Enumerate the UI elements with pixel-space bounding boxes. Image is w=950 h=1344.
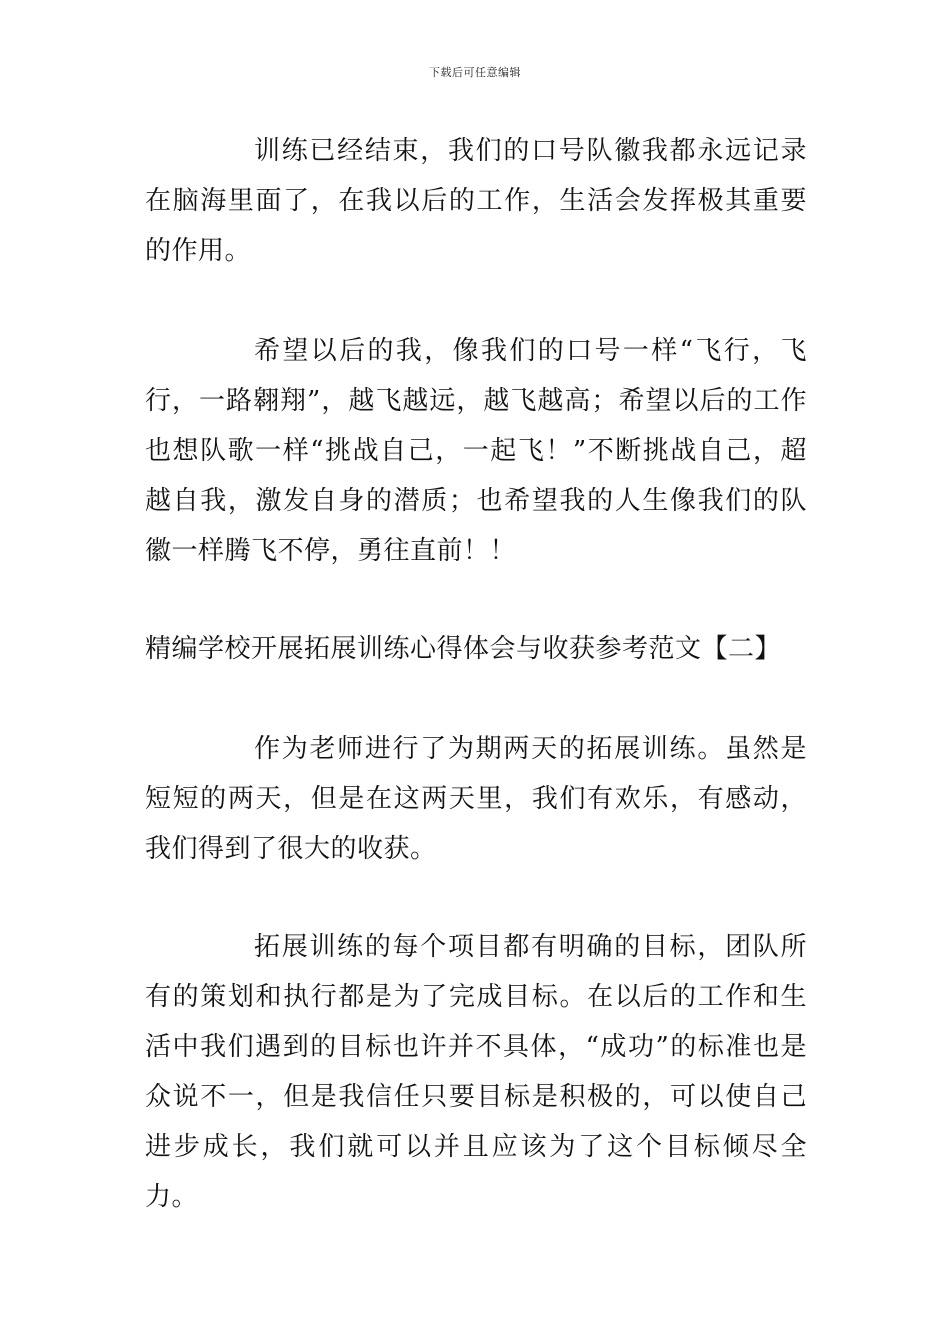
- header-note: 下载后可任意编辑: [429, 66, 521, 79]
- paragraph-project-goals: 拓展训练的每个项目都有明确的目标，团队所有的策划和执行都是为了完成目标。在以后的工作和生活中我们遇到的目标也许并不具体，“成功”的标准也是众说不一，但是我信任只要目标是积极的，可以使自己进步成长，我们就可以并且应该为了这个目标倾尽全力。: [145, 932, 807, 1212]
- paragraph-teacher-training: 作为老师进行了为期两天的拓展训练。虽然是短短的两天，但是在这两天里，我们有欢乐，有感动，我们得到了很大的收获。: [145, 734, 807, 864]
- paragraph-hope: 希望以后的我，像我们的口号一样“飞行，飞行，一路翱翔”，越飞越远，越飞越高；希望以后的工作也想队歌一样“挑战自己，一起飞！”不断挑战自己，超越自我，激发自身的潜质；也希望我的人生像我们的队徽一样腾飞不停，勇往直前！！: [145, 336, 807, 566]
- paragraph-training-ended: 训练已经结束，我们的口号队徽我都永远记录在脑海里面了，在我以后的工作，生活会发挥极其重要的作用。: [145, 136, 807, 266]
- section-title: 精编学校开展拓展训练心得体会与收获参考范文【二】: [145, 634, 782, 664]
